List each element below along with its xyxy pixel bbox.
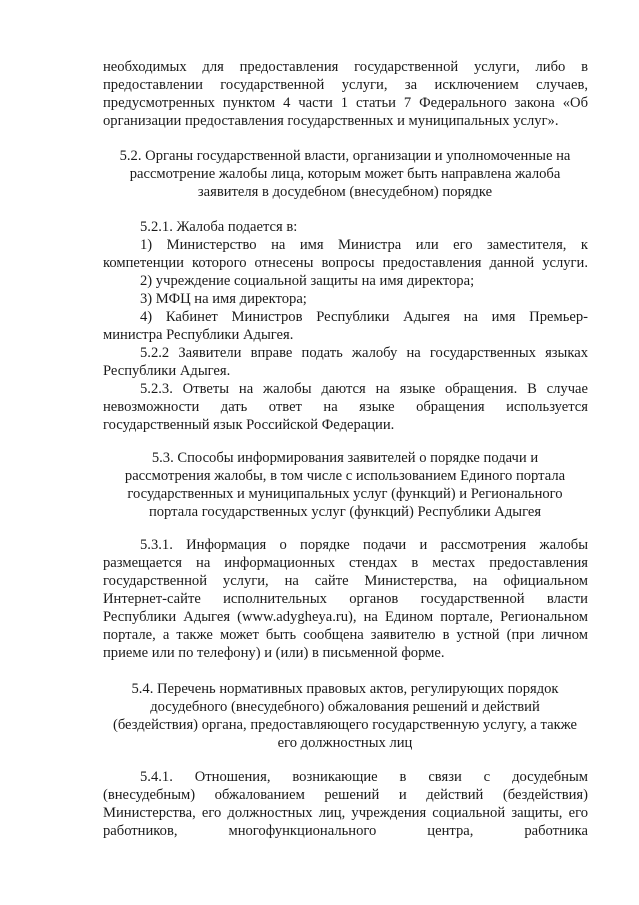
heading-line: его должностных лиц (277, 735, 413, 751)
heading-line: 5.2. Органы государственной власти, организации и уполномоченные на (119, 148, 571, 164)
text-line: приеме или по телефону) и (или) в письменной форме. (103, 645, 445, 661)
text-line: Республики Адыгея (www.adygheya.ru), на Едином портале, Региональном (103, 609, 588, 625)
text-line: 3) МФЦ на имя директора; (140, 291, 307, 307)
text-line: 5.3.1. Информация о порядке подачи и рассмотрения жалобы (140, 537, 588, 553)
text-line: (внесудебным) обжалованием решений и действий (бездействия) (103, 787, 588, 803)
heading-line: заявителя в досудебном (внесудебном) порядке (197, 184, 493, 200)
text-line: Министерства, его должностных лиц, учреждения социальной защиты, его (103, 805, 588, 821)
text-line: 4) Кабинет Министров Республики Адыгея на имя Премьер- (140, 309, 588, 325)
text-line: 2) учреждение социальной защиты на имя директора; (140, 273, 475, 289)
text-line: невозможности дать ответ на языке обращения используется (103, 399, 588, 415)
text-line: Интернет-сайте исполнительных органов государственной власти (103, 591, 588, 607)
heading-line: портала государственных услуг (функций) Республики Адыгея (148, 504, 542, 520)
text-line: предусмотренных пунктом 4 части 1 статьи 7 Федерального закона «Об (103, 95, 588, 111)
text-line: работников, многофункционального центра, работника (103, 823, 588, 839)
text-line: 5.2.3. Ответы на жалобы даются на языке обращения. В случае (140, 381, 588, 397)
text-line: государственной услуги, на сайте Министерства, на официальном (103, 573, 588, 589)
text-line: министра Республики Адыгея. (103, 327, 294, 343)
heading-line: 5.4. Перечень нормативных правовых актов, регулирующих порядок (131, 681, 559, 697)
heading-line: государственных и муниципальных услуг (функций) и Регионального (127, 486, 563, 502)
text-line: компетенции которого отнесены вопросы предоставления данной услуги. (103, 255, 588, 271)
heading-line: досудебного (внесудебного) обжалования решений и действий (150, 699, 540, 715)
text-line: размещается на информационных стендах в местах предоставления (103, 555, 588, 571)
heading-line: 5.3. Способы информирования заявителей о порядке подачи и (151, 450, 539, 466)
text-line: предоставлении государственной услуги, за исключением случаев, (103, 77, 588, 93)
text-line: 5.4.1. Отношения, возникающие в связи с досудебным (140, 769, 588, 785)
text-line: 1) Министерство на имя Министра или его заместителя, к (140, 237, 588, 253)
heading-line: (бездействия) органа, предоставляющего государственную услугу, а также (112, 717, 578, 733)
text-line: государственный язык Российской Федерации. (103, 417, 395, 433)
text-line: организации предоставления государственных и муниципальных услуг». (103, 113, 559, 129)
text-line: 5.2.1. Жалоба подается в: (140, 219, 298, 235)
heading-line: рассмотрения жалобы, в том числе с использованием Единого портала (124, 468, 566, 484)
text-line: Республики Адыгея. (103, 363, 231, 379)
text-line: необходимых для предоставления государственной услуги, либо в (103, 59, 588, 75)
text-line: портале, а также может быть сообщена заявителю в устной (при личном (103, 627, 588, 643)
heading-line: рассмотрение жалобы лица, которым может быть направлена жалоба (129, 166, 561, 182)
text-line: 5.2.2 Заявители вправе подать жалобу на государственных языках (140, 345, 588, 361)
